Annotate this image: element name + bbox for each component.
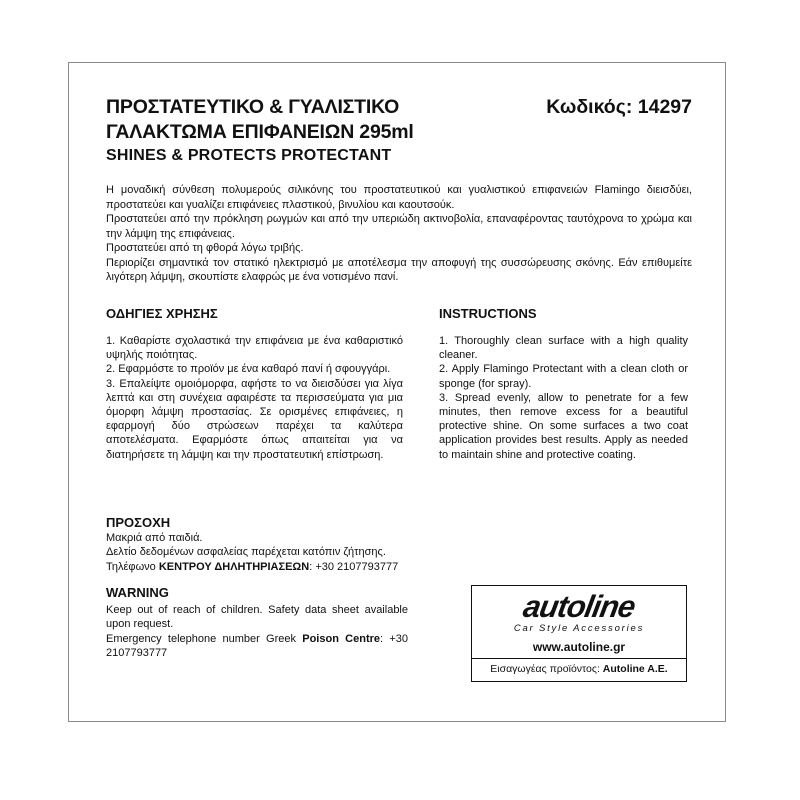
product-title-line-2: ΓΑΛΑΚΤΩΜΑ ΕΠΙΦΑΝΕΙΩΝ 295ml — [106, 121, 414, 143]
product-title — [106, 95, 486, 145]
instruction-step: 3. Επαλείψτε ομοιόμορφα, αφήστε το να διεισδύσει για λίγα λεπτά και στη συνέχεια αφαιρέστε τα περισσεύματα για μια όμορφη λάμψη προστασίας. Σε ορισμένες επιφάνειες, η εφαρμογή δύο στρώσεων παρέχει τα καλύτερα αποτελέσματα. Εφαρμόστε όπως απαιτείται για να διατηρήσετε τη λάμψη και την προστατευτική επίστρωση. — [106, 377, 403, 461]
product-label — [68, 62, 726, 722]
brand-divider — [472, 658, 686, 659]
intro-paragraph: Περιορίζει σημαντικά τον στατικό ηλεκτρισμό με αποτέλεσμα την αποφυγή της συσσώρευσης σκόνης. Εάν επιθυμείτε λιγότερη λάμψη, σκουπίστε ελαφρώς με ένα νοτισμένο πανί. — [106, 256, 692, 283]
brand-url: www.autoline.gr — [532, 640, 626, 654]
product-title-line-1: ΠΡΟΣΤΑΤΕΥΤΙΚΟ & ΓΥΑΛΙΣΤΙΚΟ — [106, 96, 400, 118]
intro-paragraph: Η μοναδική σύνθεση πολυμερούς σιλικόνης του προστατευτικού και γυαλιστικού επιφανειών Flamingo διεισδύει, προστατεύει και γυαλίζει επιφάνειες πλαστικού, βινυλίου και καουτσούκ. — [106, 184, 692, 211]
brand-tagline: Car Style Accessories — [513, 623, 645, 634]
intro-text — [106, 183, 692, 285]
intro-paragraph: Προστατεύει από τη φθορά λόγω τριβής. — [106, 242, 304, 254]
importer-line: Εισαγωγέας προϊόντος: Autoline A.E. — [490, 663, 668, 675]
instruction-step: 1. Καθαρίστε σχολαστικά την επιφάνεια με ένα καθαριστικό υψηλής ποιότητας. — [106, 335, 403, 362]
importer-name: Autoline A.E. — [602, 663, 668, 675]
warning-line: Keep out of reach of children. Safety data sheet available upon request. — [106, 604, 408, 631]
instruction-step: 3. Spread evenly, allow to penetrate for a few minutes, then remove excess for a beautiful protective shine. On some surfaces a two coat application provides best results. Apply as needed to maintain shine and protective coating. — [439, 391, 688, 461]
instruction-step: 2. Apply Flamingo Protectant with a clean cloth or sponge (for spray). — [439, 363, 688, 390]
caution-heading: ΠΡΟΣΟΧΗ — [106, 515, 171, 530]
product-subtitle: SHINES & PROTECTS PROTECTANT — [106, 147, 392, 164]
caution-phone: Τηλέφωνο ΚΕΝΤΡΟΥ ΔΗΛΗΤΗΡΙΑΣΕΩΝ: +30 2107793777 — [106, 560, 399, 573]
warning-phone: Emergency telephone number Greek Poison Centre: +30 2107793777 — [106, 632, 409, 659]
instructions-gr-heading: ΟΔΗΓΙΕΣ ΧΡΗΣΗΣ — [106, 306, 218, 321]
warning-heading: WARNING — [106, 585, 169, 600]
poison-centre-gr: ΚΕΝΤΡΟΥ ΔΗΛΗΤΗΡΙΑΣΕΩΝ — [158, 560, 310, 573]
instruction-step: 2. Εφαρμόστε το προϊόν με ένα καθαρό πανί ή σφουγγάρι. — [106, 363, 391, 376]
caution-line: Δελτίο δεδομένων ασφαλείας παρέχεται κατόπιν ζήτησης. — [106, 546, 386, 559]
caution-text — [106, 531, 436, 574]
poison-centre-en: Poison Centre — [302, 632, 381, 645]
instruction-step: 1. Thoroughly clean surface with a high quality cleaner. — [439, 335, 688, 362]
instructions-gr-steps — [106, 334, 403, 462]
instructions-en-steps — [439, 334, 688, 462]
brand-box — [471, 585, 687, 682]
intro-paragraph: Προστατεύει από την πρόκληση ρωγμών και από την υπεριώδη ακτινοβολία, επαναφέροντας ταυτόχρονα το χρώμα και την λάμψη της επιφάνειας. — [106, 213, 692, 240]
product-code: Κωδικός: 14297 — [546, 96, 692, 118]
instructions-en-heading: INSTRUCTIONS — [439, 306, 537, 321]
autoline-logo: autoline — [520, 589, 638, 624]
caution-line: Μακριά από παιδιά. — [106, 532, 203, 544]
warning-text — [106, 603, 408, 660]
